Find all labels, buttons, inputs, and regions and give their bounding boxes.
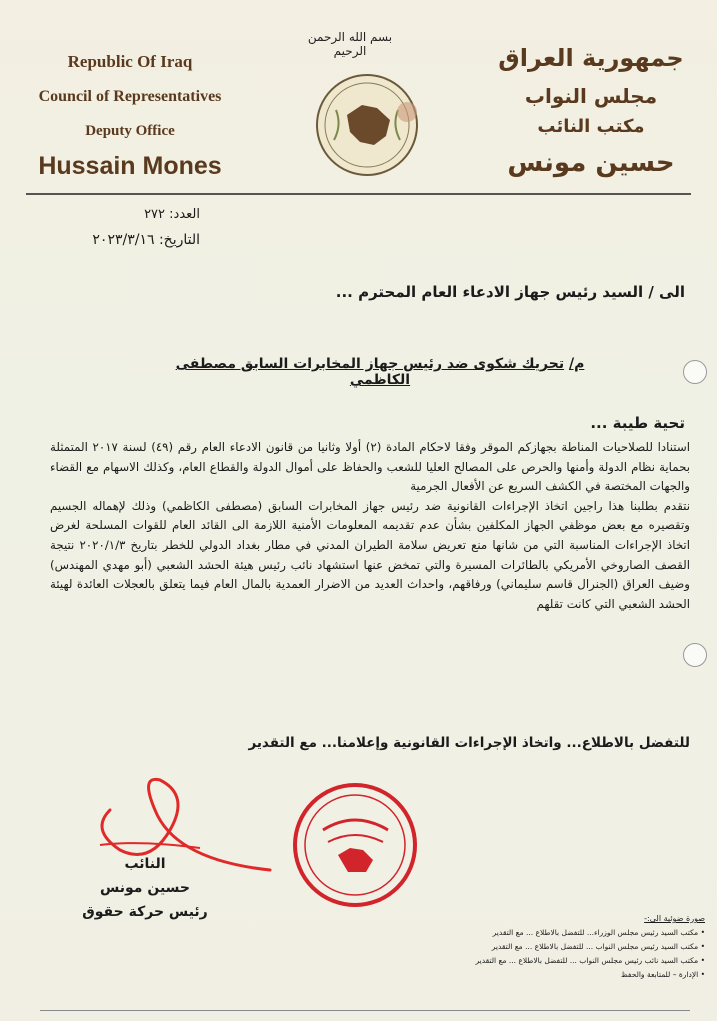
basmala-text: بسم الله الرحمن الرحيم bbox=[307, 30, 393, 58]
letter-number bbox=[90, 207, 200, 222]
body-paragraph: نتقدم بطلبنا هذا راجين اتخاذ الإجراءات القانونية ضد رئيس جهاز المخابرات السابق (مصطفى الكاظمي) وذلك لإهماله الجسيم وتقصيره مع بعض موظفي الجهاز المكلفين بشأن عدم تقديمه المعلومات الأمنية اللازمة الى القائد العام للقوات المسلحة لغرض اتخاذ الإجراءات المناسبة التي من شانها منع تعريض سلامة الطيران المدني في مطار بغداد الدولي للخطر بتاريخ ٢٠٢٠/١/٣ نتيجة القصف الصاروخي الأمريكي بالطائرات المسيرة والتي تمخض عنها استشهاد نائب رئيس هيئة الحشد الشعبي (أبو مهدي المهندس) وضيف العراق (الجنرال قاسم سليماني) ورفاقهم، واحداث العديد من الاضرار العمدية بالمال العام فيما يتعلق بالعجلات العائدة لهيئة الحشد الشعبي التي كانت تقلهم bbox=[50, 498, 690, 611]
punch-hole bbox=[683, 643, 707, 667]
number-value: ٢٧٢ bbox=[144, 207, 166, 222]
letterhead-office-ar: مكتب النائب bbox=[537, 116, 645, 137]
recipient-line: الى / السيد رئيس جهاز الادعاء العام المحترم ... bbox=[335, 283, 685, 301]
letterhead-name-en: Hussain Mones bbox=[38, 152, 222, 180]
subject-line bbox=[160, 356, 600, 388]
letterhead-office-en: Deputy Office bbox=[85, 123, 175, 139]
parliament-emblem-icon bbox=[312, 70, 422, 180]
footer-divider bbox=[40, 1010, 690, 1011]
letter-date bbox=[40, 232, 200, 248]
cc-heading: صورة ضوئية الى:- bbox=[644, 914, 705, 923]
subject-prefix: م/ bbox=[568, 356, 585, 372]
punch-hole bbox=[683, 360, 707, 384]
letterhead-country-ar: جمهورية العراق bbox=[498, 44, 684, 72]
cc-item: • مكتب السيد نائب رئيس مجلس النواب ... للتفضل بالاطلاع ... مع التقدير bbox=[450, 954, 705, 968]
body-paragraph: استنادا للصلاحيات المناطة بجهازكم الموقر وفقا لاحكام المادة (٢) أولا وثانيا من قانون الادعاء العام رقم (٤٩) لسنة ٢٠١٧ المتمثلة بحماية نظام الدولة وأمنها والحرص على المصالح العليا للشعب والحفاظ على أموال الدولة والقطاع العام، وكذلك الاسهام مع القضاء والجهات المختصة في الكشف السريع عن الأفعال الجرمية bbox=[50, 440, 690, 494]
letterhead-name-ar: حسين مونس bbox=[507, 148, 675, 178]
subject-text: تحريك شكوى ضد رئيس جهاز المخابرات السابق مصطفى الكاظمي bbox=[175, 356, 565, 388]
date-value: ٢٠٢٣/٣/١٦ bbox=[92, 232, 155, 248]
signer-title: النائب bbox=[124, 856, 166, 872]
signature-block bbox=[60, 852, 230, 924]
cc-item: • مكتب السيد رئيس مجلس النواب ... للتفضل بالاطلاع ... مع التقدير bbox=[450, 940, 705, 954]
closing-line: للتفضل بالاطلاع... واتخاذ الإجراءات القانونية وإعلامنا... مع التقدير bbox=[248, 735, 690, 751]
number-label: العدد: bbox=[169, 207, 200, 222]
cc-item: • مكتب السيد رئيس مجلس الوزراء... للتفضل بالاطلاع ... مع التقدير bbox=[450, 926, 705, 940]
date-label: التاريخ: bbox=[158, 232, 200, 248]
signer-name: حسين مونس bbox=[99, 880, 190, 896]
cc-item: • الإدارة – للمتابعة والحفظ bbox=[450, 968, 705, 982]
signer-position: رئيس حركة حقوق bbox=[82, 904, 208, 920]
letterhead-council-ar: مجلس النواب bbox=[524, 84, 658, 108]
official-stamp-icon bbox=[288, 780, 423, 910]
cc-list bbox=[450, 912, 705, 982]
letterhead-country-en: Republic Of Iraq bbox=[67, 52, 193, 71]
letterhead-divider bbox=[26, 193, 691, 195]
letter-body bbox=[50, 438, 690, 614]
greeting: تحية طيبة ... bbox=[590, 414, 685, 432]
letterhead-council-en: Council of Representatives bbox=[38, 88, 222, 105]
